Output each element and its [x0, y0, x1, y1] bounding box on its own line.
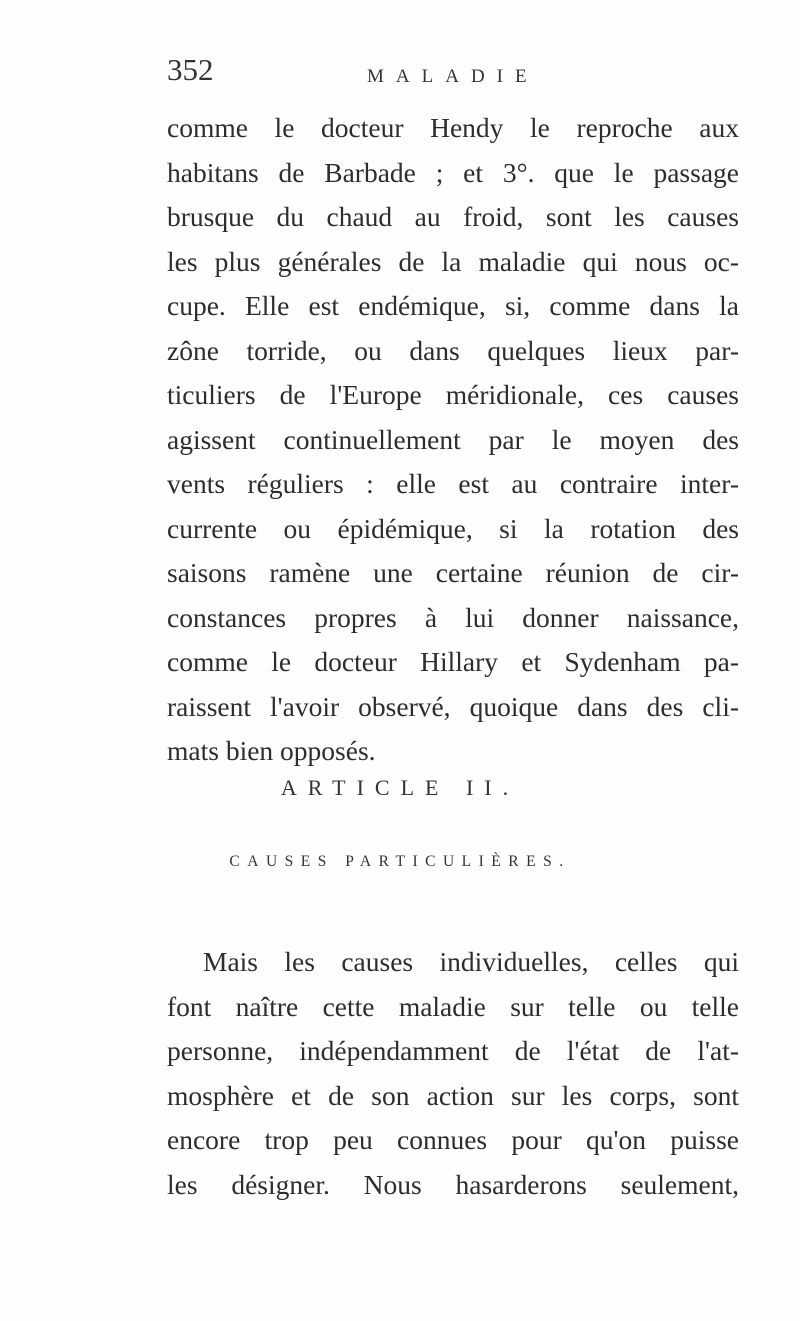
text-line: brusque du chaud au froid, sont les causes	[167, 201, 739, 232]
text-line: raissent l'avoir observé, quoique dans des cli-	[167, 690, 739, 722]
section-title: CAUSES PARTICULIÈRES.	[229, 853, 571, 870]
text-line: personne, indépendamment de l'état de l'at-	[167, 1035, 739, 1066]
text-line: saisons ramène une certaine réunion de cir-	[167, 557, 739, 588]
text-line: vents réguliers : elle est au contraire inter-	[167, 468, 739, 499]
paragraph-1	[167, 106, 739, 774]
page-header	[167, 52, 727, 92]
text-line: cupe. Elle est endémique, si, comme dans la	[167, 290, 739, 321]
text-line: mats bien opposés.	[167, 735, 376, 766]
text-line: agissent continuellement par le moyen des	[167, 423, 739, 455]
text-line: les plus générales de la maladie qui nous oc-	[167, 245, 739, 277]
text-line: comme le docteur Hendy le reproche aux	[167, 112, 739, 143]
text-line: currente ou épidémique, si la rotation des	[167, 512, 739, 544]
paragraph-2	[167, 940, 739, 1207]
text-line: zône torride, ou dans quelques lieux par-	[167, 334, 739, 366]
text-line: ticuliers de l'Europe méridionale, ces causes	[167, 379, 739, 410]
article-title: ARTICLE II.	[280, 775, 520, 800]
text-line: constances propres à lui donner naissance,	[167, 601, 739, 633]
text-line: font naître cette maladie sur telle ou telle	[167, 990, 739, 1022]
text-line: habitans de Barbade ; et 3°. que le passage	[167, 156, 739, 188]
running-head: MALADIE	[367, 66, 539, 87]
text-line: encore trop peu connues pour qu'on puisse	[167, 1124, 739, 1155]
text-line: Mais les causes individuelles, celles qui	[203, 946, 739, 977]
text-line: les désigner. Nous hasarderons seulement,	[167, 1168, 739, 1200]
text-line: comme le docteur Hillary et Sydenham pa-	[167, 646, 739, 677]
text-line: mosphère et de son action sur les corps, sont	[167, 1079, 739, 1111]
page-number: 352	[167, 52, 214, 87]
